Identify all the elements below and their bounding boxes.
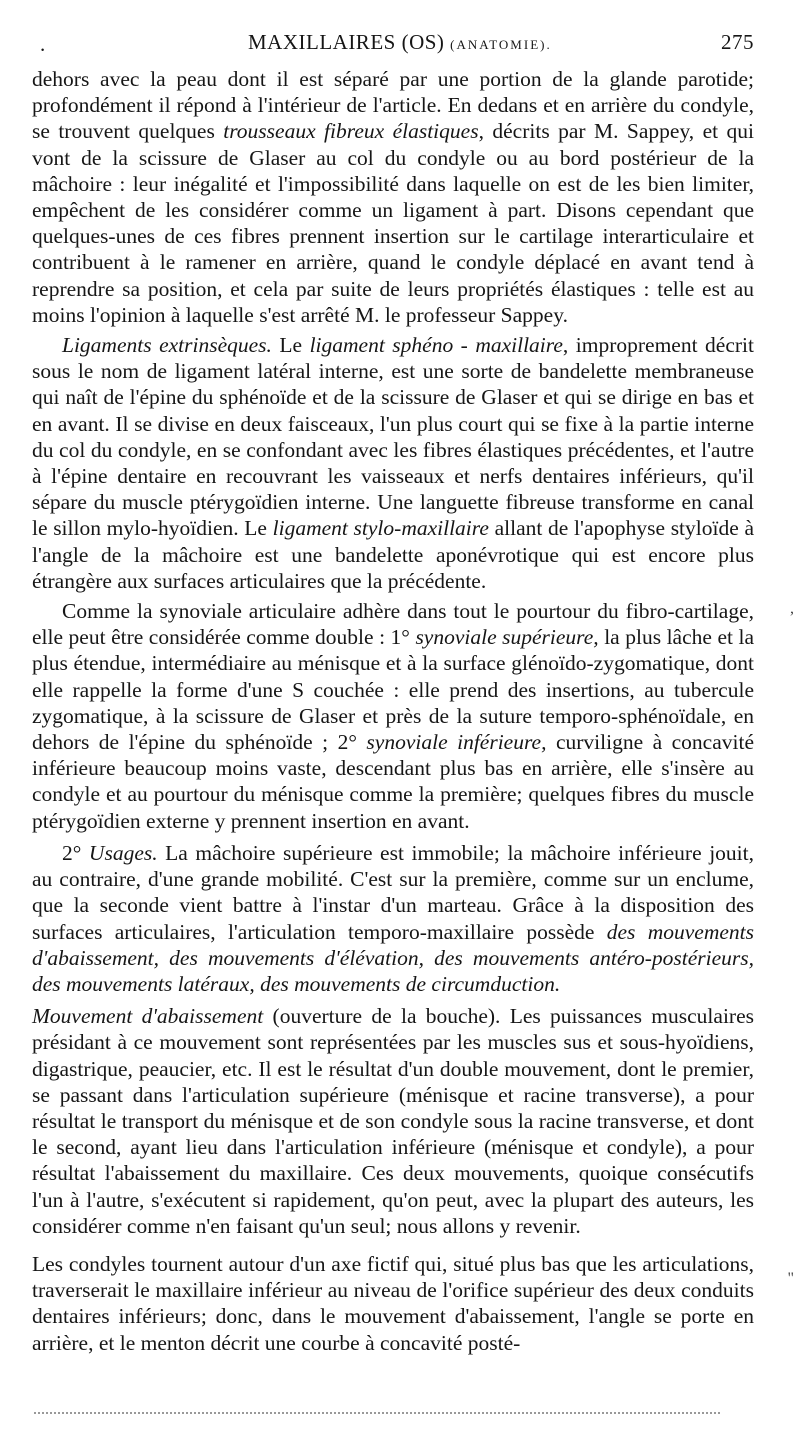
text-run: 2° (62, 840, 89, 865)
italic-run: ligament sphéno - maxillaire (309, 333, 563, 358)
text-run: Les condyles tournent autour d'un axe fictif qui, situé plus bas que les articulations, traverserait le maxillaire inférieur au niveau de l'orifice supérieur des deux conduits dentaires inférieurs; donc, dans le mouvement d'abaissement, l'angle se porte en arrière, et le menton décrit une courbe à concavité posté- (32, 1251, 754, 1355)
italic-run: synoviale inférieure, (366, 730, 547, 755)
text-run: , improprement décrit sous le nom de ligament latéral interne, est une sorte de bandelette membraneuse qui naît de l'épine du sphénoïde et de la scissure de Glaser et qui se dirige en bas et en avant. Il se divise en deux faisceaux, l'un plus court qui se fixe à la partie interne du col du condyle, en se confondant avec les fibres élastiques précédentes, et l'autre à l'épine dentaire en recouvrant les vaisseaux et nerfs dentaires inférieurs, qu'il sépare du muscle ptérygoïdien interne. Une languette fibreuse transforme en canal le sillon mylo-hyoïdien. Le (32, 333, 754, 541)
margin-mark: " (787, 1270, 794, 1287)
paragraph (32, 1003, 754, 1239)
text-run: allant de l'apophyse styloïde à l'angle de la mâchoire est une bandelette aponévrotique qui est encore plus étrangère aux surfaces articulaires que la précédente. (32, 516, 754, 593)
header-mark: . (40, 32, 46, 56)
text-run: la plus lâche et la plus étendue, intermédiaire au ménisque et à la surface glénoïdo-zygomatique, dont elle rappelle la forme d'une S couchée : elle prend des insertions, au tubercule zygomatique, à la scissure de Glaser et près de la suture temporo-sphénoïdale, en dehors de l'épine du sphénoïde ; 2° (32, 625, 755, 755)
page-number: 275 (721, 30, 754, 54)
text-run: La mâchoire supérieure est immobile; la mâchoire inférieure jouit, au contraire, d'une grande mobilité. C'est sur la première, comme sur un enclume, que la seconde vient battre à l'instar d'un marteau. Grâce à la disposition des surfaces articulaires, l'articulation temporo-maxillaire possède (32, 840, 754, 944)
italic-run: ligament stylo-maxillaire (272, 516, 489, 541)
text-run: Le (271, 333, 310, 358)
running-title (248, 30, 552, 55)
running-header (34, 30, 754, 58)
paragraph (32, 332, 754, 594)
paragraph (32, 1251, 754, 1356)
text-run: curviligne à concavité inférieure beaucoup moins vaste, descendant plus bas en arrière, elle s'insère au condyle et au pourtour du ménisque comme la première; quelques fibres du muscle ptérygoïdien externe y prennent insertion en avant. (32, 730, 755, 833)
italic-run: Mouvement d'abaissement (32, 1004, 264, 1029)
body-text (32, 66, 754, 1356)
margin-mark: , (790, 600, 794, 617)
paragraph (32, 66, 754, 328)
text-run: Comme la synoviale articulaire adhère dans tout le pourtour du fibro-cartilage, elle peut être considérée comme double : 1° (32, 599, 754, 650)
running-title-subject: (ANATOMIE). (450, 37, 552, 52)
italic-run: synoviale supérieure, (415, 625, 599, 650)
text-run: , décrits par M. Sappey, et qui vont de la scissure de Glaser au col du condyle ou au bord postérieur de la mâchoire : leur inégalité et l'impossibilité dans laquelle on est de les bien limiter, empêchent de les considérer comme un ligament à part. Disons cependant que quelques-unes de ces fibres prennent insertion sur le cartilage interarticulaire et contribuent à le ramener en arrière, quand le condyle déplacé en avant tend à reprendre sa position, et cela par suite de leurs propriétés élastiques : telle est au moins l'opinion à laquelle s'est arrêté M. le professeur Sappey. (32, 119, 755, 327)
italic-run: des mouvements d'abaissement, des mouvements d'élévation, des mouvements antéro-postérieurs, des mouvements latéraux, des mouvements de circumduction. (32, 919, 754, 996)
italic-run: Usages. (88, 840, 158, 865)
italic-run: trousseaux fibreux élastiques (223, 119, 479, 144)
italic-run: Ligaments extrinsèques. (62, 333, 272, 358)
text-run: (ouverture de la bouche). Les puissances musculaires présidant à ce mouvement sont représentées par les muscles sus et sous-hyoïdiens, digastrique, peaucier, etc. Il est le résultat d'un double mouvement, dont le premier, se passant dans l'articulation supérieure (ménisque et racine transverse), a pour résultat le transport du ménisque et de son condyle sous la racine transverse, et dont le second, ayant lieu dans l'articulation inférieure (ménisque et condyle), a pour résultat l'abaissement du maxillaire. Ces deux mouvements, quoique consécutifs l'un à l'autre, s'exécutent si rapidement, qu'on peut, avec la plupart des auteurs, les considérer comme n'en faisant qu'un seul; nous allons y revenir. (32, 1004, 754, 1238)
running-title-main: MAXILLAIRES (OS) (248, 30, 445, 54)
paragraph (32, 598, 754, 834)
paragraph (32, 840, 754, 997)
text-run: dehors avec la peau dont il est séparé par une portion de la glande parotide; profondément il répond à l'intérieur de l'article. En dedans et en arrière du condyle, se trouvent quelques (32, 67, 754, 144)
footer-rule (34, 1412, 720, 1414)
